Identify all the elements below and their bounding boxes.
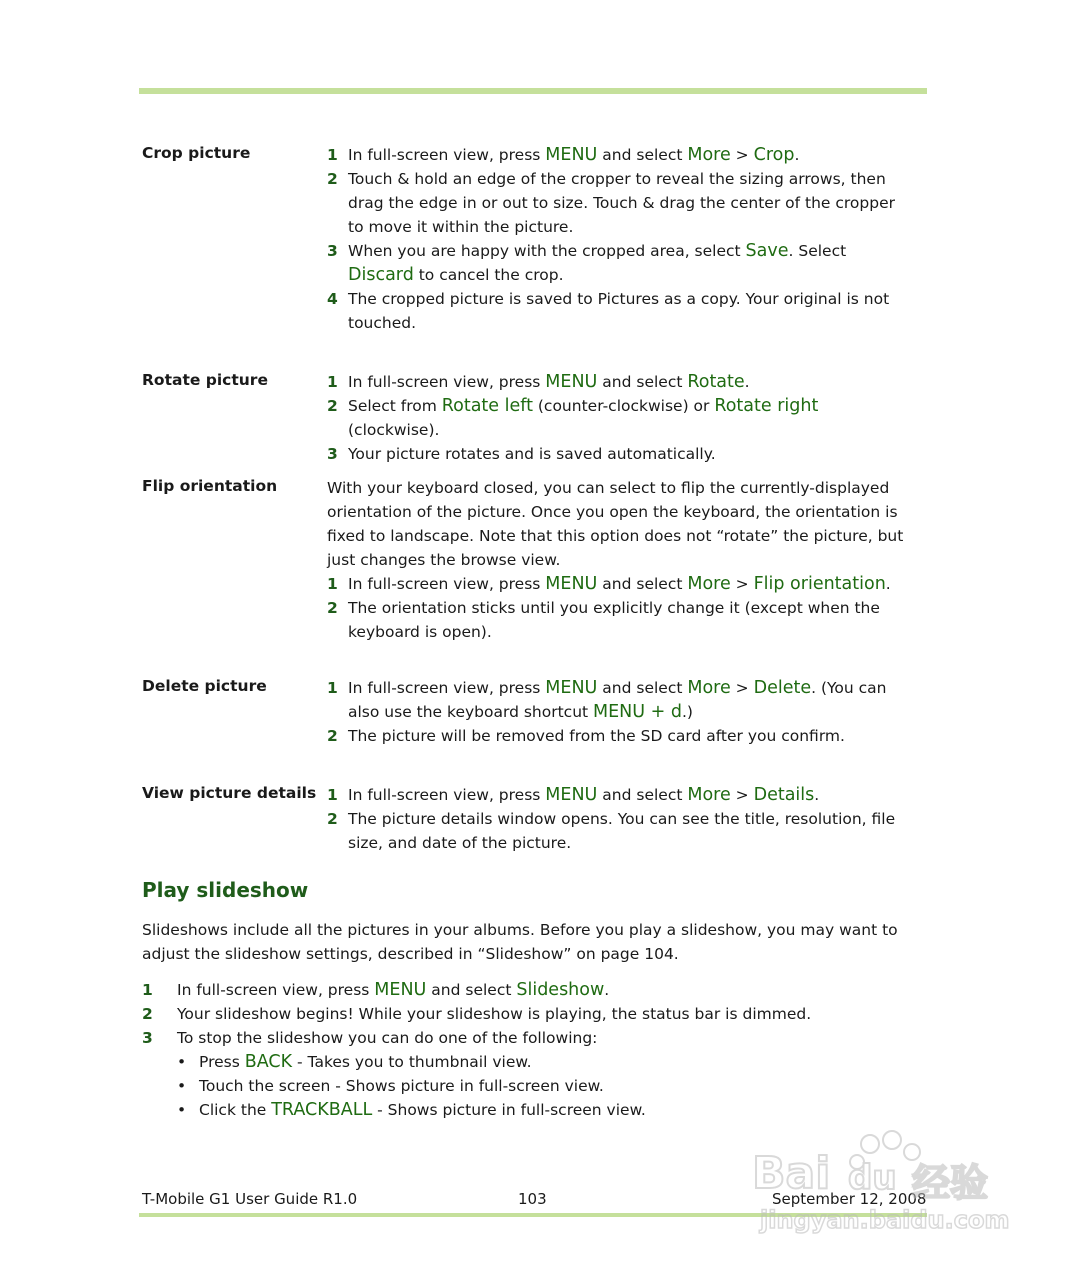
step-item bbox=[327, 572, 912, 596]
footer-page-number: 103 bbox=[518, 1190, 547, 1208]
play-slideshow-heading: Play slideshow bbox=[142, 878, 309, 902]
bullet-item bbox=[177, 1098, 912, 1122]
rotate-picture-steps bbox=[327, 370, 912, 466]
footer-guide-title: T-Mobile G1 User Guide R1.0 bbox=[142, 1190, 358, 1208]
step-item bbox=[327, 676, 912, 724]
step-number: 2 bbox=[327, 727, 338, 745]
step-text: .) bbox=[681, 703, 693, 721]
step-text: > bbox=[730, 786, 754, 804]
step-number: 3 bbox=[142, 1029, 153, 1047]
menu-term: Discard bbox=[348, 265, 414, 285]
menu-term: More bbox=[687, 145, 731, 165]
menu-term: TRACKBALL bbox=[271, 1100, 373, 1120]
step-text: - Shows picture in full-screen view. bbox=[372, 1101, 646, 1119]
step-text: Touch & hold an edge of the cropper to reveal the sizing arrows, then drag the edge in or out to size. Touch & drag the center of the cropper to move it within the picture. bbox=[348, 170, 895, 236]
watermark-brand: Bai bbox=[752, 1148, 831, 1199]
play-slideshow-intro: Slideshows include all the pictures in your albums. Before you play a slideshow, you may want to adjust the slideshow settings, described in “Slideshow” on page 104. bbox=[142, 921, 898, 963]
menu-term: Flip orientation bbox=[753, 574, 886, 594]
crop-picture-steps bbox=[327, 143, 912, 335]
step-item bbox=[327, 370, 912, 394]
step-text: When you are happy with the cropped area, select bbox=[348, 242, 746, 260]
bullet-item bbox=[177, 1050, 912, 1074]
step-item bbox=[327, 394, 912, 442]
menu-term: MENU bbox=[545, 678, 598, 698]
step-text: The orientation sticks until you explicitly change it (except when the keyboard is open). bbox=[348, 599, 880, 641]
footer-date: September 12, 2008 bbox=[772, 1190, 927, 1208]
step-text: In full-screen view, press bbox=[348, 575, 546, 593]
step-item bbox=[327, 167, 912, 239]
step-text: . bbox=[604, 981, 610, 999]
step-number: 2 bbox=[327, 397, 338, 415]
step-text: Click the bbox=[199, 1101, 272, 1119]
bullet-dot: • bbox=[177, 1077, 187, 1095]
watermark-url: jingyan.baidu.com bbox=[760, 1206, 1010, 1234]
step-text: In full-screen view, press bbox=[177, 981, 375, 999]
step-number: 2 bbox=[327, 599, 338, 617]
menu-term: Delete bbox=[753, 678, 812, 698]
step-text: Select from bbox=[348, 397, 442, 415]
menu-term: MENU bbox=[545, 785, 598, 805]
watermark-brand-suffix: du bbox=[848, 1158, 897, 1198]
menu-term: MENU bbox=[545, 372, 598, 392]
step-number: 1 bbox=[327, 373, 338, 391]
step-text: . bbox=[744, 373, 750, 391]
menu-term: More bbox=[687, 678, 731, 698]
step-text: In full-screen view, press bbox=[348, 786, 546, 804]
step-item bbox=[327, 724, 912, 748]
bottom-rule bbox=[139, 1213, 927, 1217]
menu-term: MENU + d bbox=[593, 702, 682, 722]
step-text: to cancel the crop. bbox=[413, 266, 564, 284]
flip-orientation-intro: With your keyboard closed, you can select to flip the currently-displayed orientation of the picture. Once you open the keyboard, the orientation is fixed to landscape. Note that this option does not “rotate” the picture, but just changes the browse view. bbox=[327, 479, 904, 569]
step-number: 2 bbox=[327, 170, 338, 188]
menu-term: More bbox=[687, 574, 731, 594]
watermark-cn: 经验 bbox=[912, 1161, 989, 1205]
menu-term: Slideshow bbox=[516, 980, 605, 1000]
step-text: (clockwise). bbox=[348, 421, 440, 439]
flip-orientation-label: Flip orientation bbox=[142, 477, 278, 495]
rotate-picture-label: Rotate picture bbox=[142, 371, 268, 389]
step-item bbox=[327, 143, 912, 167]
menu-term: MENU bbox=[545, 145, 598, 165]
step-number: 1 bbox=[327, 786, 338, 804]
paw-icon bbox=[752, 1118, 1012, 1238]
step-number: 2 bbox=[327, 810, 338, 828]
top-rule bbox=[139, 88, 927, 94]
step-item bbox=[327, 807, 912, 855]
step-number: 1 bbox=[327, 679, 338, 697]
step-text: The picture details window opens. You can see the title, resolution, file size, and date of the picture. bbox=[348, 810, 896, 852]
flip-orientation-steps bbox=[327, 572, 912, 644]
step-item bbox=[327, 783, 912, 807]
step-text: . Select bbox=[788, 242, 847, 260]
step-text: . bbox=[814, 786, 820, 804]
step-text: and select bbox=[597, 373, 688, 391]
menu-term: Rotate left bbox=[441, 396, 533, 416]
step-text: . bbox=[885, 575, 891, 593]
menu-term: Save bbox=[745, 241, 789, 261]
delete-picture-steps bbox=[327, 676, 912, 748]
menu-term: BACK bbox=[244, 1052, 293, 1072]
slideshow-stop-options bbox=[142, 1050, 912, 1122]
menu-term: Rotate right bbox=[714, 396, 819, 416]
bullet-dot: • bbox=[177, 1101, 187, 1119]
step-item bbox=[142, 1002, 912, 1026]
delete-picture-label: Delete picture bbox=[142, 677, 267, 695]
slideshow-step-list bbox=[142, 978, 912, 1050]
step-text: . (You can also use the keyboard shortcut bbox=[348, 679, 887, 721]
step-text: - Takes you to thumbnail view. bbox=[292, 1053, 532, 1071]
step-item bbox=[327, 287, 912, 335]
baidu-watermark bbox=[752, 1118, 1012, 1238]
step-text: > bbox=[730, 146, 754, 164]
crop-picture-label: Crop picture bbox=[142, 144, 251, 162]
view-picture-details-label: View picture details bbox=[142, 784, 317, 802]
step-number: 1 bbox=[327, 146, 338, 164]
step-text: and select bbox=[426, 981, 517, 999]
bullet-dot: • bbox=[177, 1053, 187, 1071]
step-number: 4 bbox=[327, 290, 338, 308]
step-number: 2 bbox=[142, 1005, 153, 1023]
step-item bbox=[142, 978, 912, 1002]
step-item bbox=[327, 239, 912, 287]
step-number: 3 bbox=[327, 445, 338, 463]
step-item bbox=[327, 442, 912, 466]
menu-term: MENU bbox=[545, 574, 598, 594]
step-text: . bbox=[794, 146, 800, 164]
step-text: In full-screen view, press bbox=[348, 146, 546, 164]
play-slideshow-steps bbox=[142, 978, 912, 1122]
step-item bbox=[142, 1026, 912, 1050]
step-text: and select bbox=[597, 679, 688, 697]
menu-term: Crop bbox=[753, 145, 795, 165]
step-text: Your picture rotates and is saved automatically. bbox=[348, 445, 716, 463]
menu-term: MENU bbox=[374, 980, 427, 1000]
menu-term: Rotate bbox=[687, 372, 745, 392]
step-text: Touch the screen - Shows picture in full-screen view. bbox=[199, 1077, 604, 1095]
step-number: 1 bbox=[142, 981, 153, 999]
step-text: > bbox=[730, 575, 754, 593]
menu-term: Details bbox=[753, 785, 815, 805]
step-text: In full-screen view, press bbox=[348, 679, 546, 697]
step-number: 1 bbox=[327, 575, 338, 593]
step-text: Press bbox=[199, 1053, 245, 1071]
view-picture-details-steps bbox=[327, 783, 912, 855]
step-text: Your slideshow begins! While your slideshow is playing, the status bar is dimmed. bbox=[177, 1005, 812, 1023]
step-number: 3 bbox=[327, 242, 338, 260]
bullet-item bbox=[177, 1074, 912, 1098]
menu-term: More bbox=[687, 785, 731, 805]
step-text: > bbox=[730, 679, 754, 697]
step-text: and select bbox=[597, 146, 688, 164]
step-text: and select bbox=[597, 786, 688, 804]
step-item bbox=[327, 596, 912, 644]
flip-orientation-body bbox=[327, 476, 912, 644]
step-text: and select bbox=[597, 575, 688, 593]
step-text: The picture will be removed from the SD card after you confirm. bbox=[348, 727, 845, 745]
step-text: The cropped picture is saved to Pictures as a copy. Your original is not touched. bbox=[348, 290, 890, 332]
step-text: (counter-clockwise) or bbox=[532, 397, 715, 415]
step-text: In full-screen view, press bbox=[348, 373, 546, 391]
step-text: To stop the slideshow you can do one of the following: bbox=[177, 1029, 598, 1047]
